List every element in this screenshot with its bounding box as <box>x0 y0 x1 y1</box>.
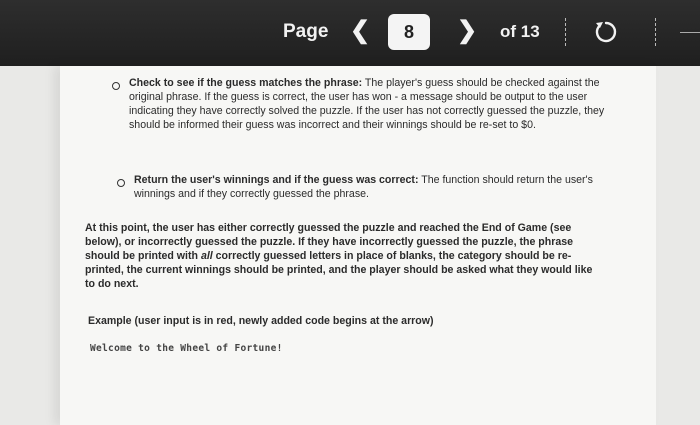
example-heading: Example (user input is in red, newly added code begins at the arrow) <box>88 315 434 327</box>
code-output-line: Welcome to the Wheel of Fortune! <box>90 343 283 354</box>
page-number-input[interactable] <box>388 14 430 50</box>
list-item <box>129 76 629 132</box>
page-count-label: of 13 <box>500 22 540 41</box>
bullet-icon <box>112 82 120 90</box>
refresh-icon[interactable] <box>592 18 620 46</box>
document-page <box>60 66 656 425</box>
toolbar-edge <box>680 32 700 33</box>
chevron-left-icon[interactable]: ❮ <box>350 17 371 44</box>
item-heading: Check to see if the guess matches the phrase: <box>129 77 363 89</box>
page-label: Page <box>283 21 329 42</box>
instruction-paragraph <box>85 221 595 291</box>
toolbar-divider <box>655 18 657 46</box>
paragraph-emphasis: all <box>200 250 213 262</box>
item-body: The player's guess should be checked against the original phrase. If the guess is correct, the user has won - a message should be output to the user indicating they have correctly solved the puzzle. If the user has not correctly guessed the puzzle, they should be informed their guess was incorrect and their winnings should be re-set to $0. <box>129 77 605 131</box>
item-body: The function should return the user's winnings and if they correctly guessed the phrase. <box>134 174 593 200</box>
paragraph-text: At this point, the user has either correctly guessed the puzzle and reached the End of Game (see below), or incorrectly guessed the puzzle. If they have incorrectly guessed the puzzle, the phrase should be printed with <box>85 222 574 262</box>
item-heading: Return the user's winnings and if the guess was correct: <box>134 174 419 186</box>
paragraph-text: correctly guessed letters in place of blanks, the category should be re-printed, the current winnings should be printed, and the player should be asked what they would like to do next. <box>85 250 593 290</box>
bullet-icon <box>117 179 125 187</box>
toolbar-divider <box>565 18 567 46</box>
pdf-toolbar <box>0 0 700 66</box>
list-item <box>134 173 604 201</box>
chevron-right-icon[interactable]: ❯ <box>457 17 478 44</box>
